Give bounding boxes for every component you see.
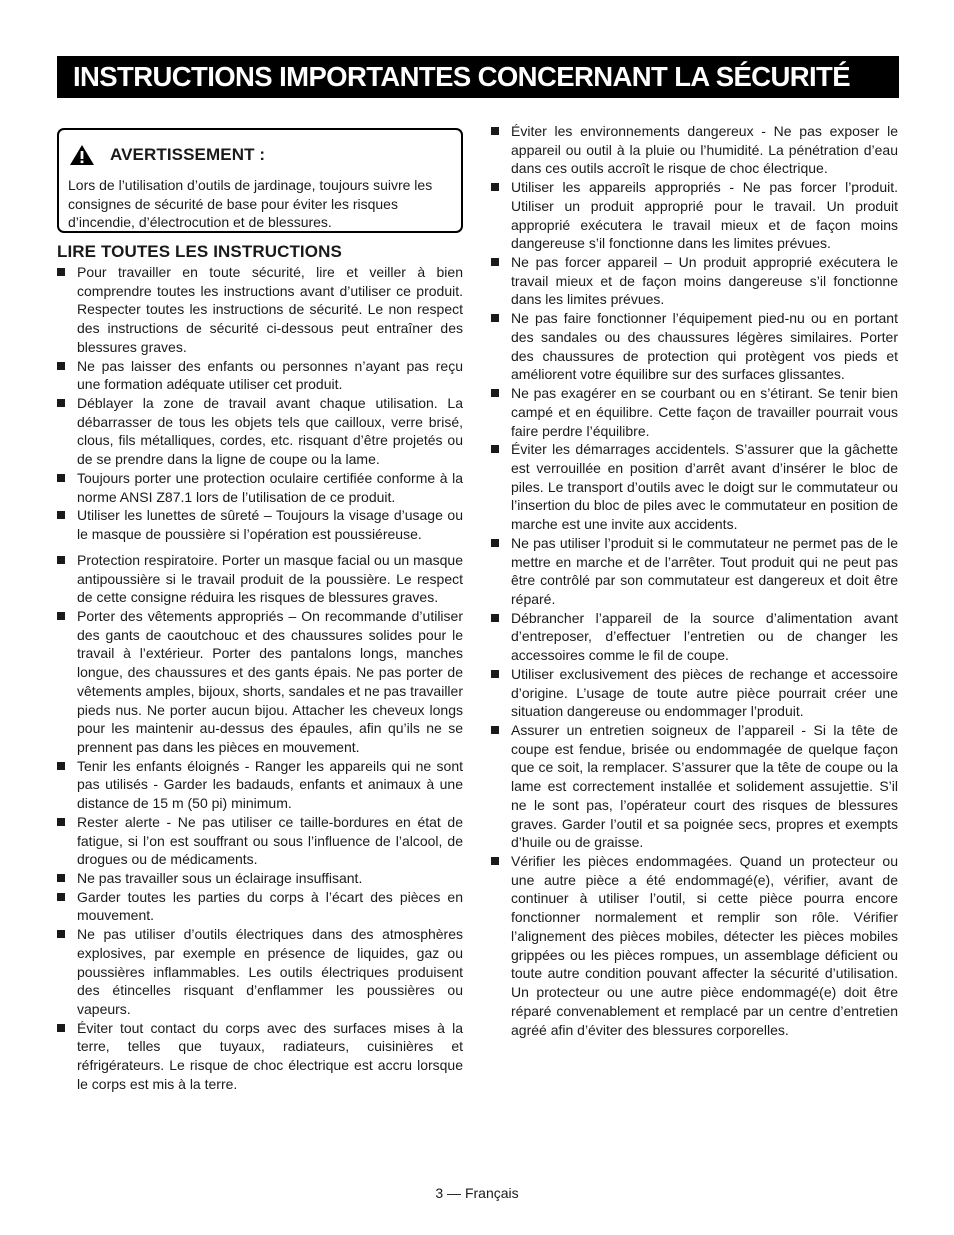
page-title: INSTRUCTIONS IMPORTANTES CONCERNANT LA SÉCURITÉ xyxy=(73,61,850,92)
list-item: Garder toutes les parties du corps à l’écart des pièces en mouvement. xyxy=(57,888,463,925)
bullet-square-icon xyxy=(491,314,499,322)
list-item: Éviter les démarrages accidentels. S’assurer que la gâchette est verrouillée en position d’arrêt avant d’insérer le bloc de piles. Le transport d’outils avec le doigt sur le commutateur ou l’insertion du bloc de piles avec le commutateur en position de marche est une invite aux accidents. xyxy=(491,440,898,534)
list-item: Utiliser exclusivement des pièces de rechange et accessoire d’origine. L’usage de toute autre pièce pourrait créer une situation dangereuse ou endommager l’produit. xyxy=(491,665,898,721)
list-item: Éviter les environnements dangereux - Ne pas exposer le appareil ou outil à la pluie ou l’humidité. La pénétration d’eau dans ces outils accroît le risque de choc électrique. xyxy=(491,122,898,178)
bullet-square-icon xyxy=(57,612,65,620)
bullet-square-icon xyxy=(57,511,65,519)
bullet-square-icon xyxy=(491,726,499,734)
right-bullet-list xyxy=(491,122,898,1039)
list-item: Rester alerte - Ne pas utiliser ce taille-bordures en état de fatigue, si l’on est souffrant ou sous l’influence de l’alcool, de drogues ou de médicaments. xyxy=(57,813,463,869)
list-item: Tenir les enfants éloignés - Ranger les appareils qui ne sont pas utilisés - Garder les badauds, enfants et animaux à une distance de 15 m (50 pi) minimum. xyxy=(57,757,463,813)
bullet-square-icon xyxy=(491,670,499,678)
list-item: Protection respiratoire. Porter un masque facial ou un masque antipoussière si le travail produit de la poussière. Le respect de cette consigne réduira les risques de blessures graves. xyxy=(57,551,463,607)
list-item: Utiliser les lunettes de sûreté – Toujours la visage d’usage ou le masque de poussière si l’opération est poussiéreuse. xyxy=(57,506,463,543)
list-item: Ne pas travailler sous un éclairage insuffisant. xyxy=(57,869,463,888)
list-item: Toujours porter une protection oculaire certifiée conforme à la norme ANSI Z87.1 lors de l’utilisation de ce produit. xyxy=(57,469,463,506)
list-item: Vérifier les pièces endommagées. Quand un protecteur ou une autre pièce a été endommagé(e), vérifier, avant de continuer à utiliser l’outil, si cette pièce pourra encore fonctionner normalement et remplir son rôle. Vérifier l’alignement des pièces mobiles, détecter les pièces mobiles grippées ou les pièces rompues, un assemblage déficient ou toute autre condition pouvant affecter la sécurité d’utilisation. Un protecteur ou une autre pièce endommagé(e) doit être réparé convenablement et remplacé par un centre d’entretien agréé afin d’éviter des blessures corporelles. xyxy=(491,852,898,1039)
bullet-square-icon xyxy=(57,362,65,370)
bullet-square-icon xyxy=(57,268,65,276)
list-item: Ne pas utiliser l’produit si le commutateur ne permet pas de le mettre en marche et de l’arrêter. Tout produit qui ne peut pas être contrôlé par son commutateur est dangereux et doit être réparé. xyxy=(491,534,898,609)
list-item: Pour travailler en toute sécurité, lire et veiller à bien comprendre toutes les instructions avant d’utiliser ce produit. Respecter toutes les instructions de sécurité. Le non respect des instructions de sécurité ci-dessous peut entraîner des blessures graves. xyxy=(57,263,463,357)
right-column xyxy=(491,122,898,1039)
list-item: Ne pas exagérer en se courbant ou en s’étirant. Se tenir bien campé et en équilibre. Cette façon de travailler pourrait vous faire perdre l’équilibre. xyxy=(491,384,898,440)
bullet-square-icon xyxy=(57,474,65,482)
list-item: Ne pas laisser des enfants ou personnes n’ayant pas reçu une formation adéquate utiliser cet produit. xyxy=(57,357,463,394)
bullet-square-icon xyxy=(57,762,65,770)
bullet-square-icon xyxy=(491,127,499,135)
warning-text: Lors de l’utilisation d’outils de jardinage, toujours suivre les consignes de sécurité de base pour éviter les risques d’incendie, d’électrocution et de blessures. xyxy=(68,177,433,230)
bullet-square-icon xyxy=(57,874,65,882)
list-item: Ne pas faire fonctionner l’équipement pied-nu ou en portant des sandales ou des chaussures légères similaires. Porter des chaussures de protection qui protègent vos pieds et améliorent votre équilibre sur des surfaces glissantes. xyxy=(491,309,898,384)
bullet-square-icon xyxy=(491,389,499,397)
list-item: Utiliser les appareils appropriés - Ne pas forcer l’produit. Utiliser un produit approprié pour le travail. Un produit approprié exécutera le travail mieux et de façon moins dangereuse s’il fonctionne dans les limites prévues. xyxy=(491,178,898,253)
bullet-square-icon xyxy=(491,614,499,622)
left-column xyxy=(57,242,463,1094)
list-item: Ne pas forcer appareil – Un produit approprié exécutera le travail mieux et de façon moins dangereuse s’il fonctionne dans les limites prévues. xyxy=(491,253,898,309)
bullet-square-icon xyxy=(491,258,499,266)
bullet-square-icon xyxy=(57,893,65,901)
page-footer xyxy=(0,1184,954,1202)
left-bullet-list xyxy=(57,263,463,1094)
bullet-square-icon xyxy=(57,1024,65,1032)
bullet-square-icon xyxy=(491,539,499,547)
list-item: Débrancher l’appareil de la source d’alimentation avant d’entreposer, d’effectuer l’entretien ou de changer les accessoires comme le fil de coupe. xyxy=(491,609,898,665)
list-item: Porter des vêtements appropriés – On recommande d’utiliser des gants de caoutchouc et des chaussures solides pour le travail à l’extérieur. Porter des pantalons longs, manches longue, des chaussures et des gants épais. Ne pas porter de vêtements amples, bijoux, shorts, sandales et ne pas travailler pieds nus. Ne porter aucun bijou. Attacher les cheveux longs pour les maintenir au-dessus des épaules, afin qu’ils ne se prennent pas dans les pièces en mouvement. xyxy=(57,607,463,757)
bullet-square-icon xyxy=(57,556,65,564)
bullet-square-icon xyxy=(491,445,499,453)
list-item: Déblayer la zone de travail avant chaque utilisation. La débarrasser de tous les objets tels que cailloux, verre brisé, clous, fils métalliques, cordes, etc. risquant d’être projetés ou de se prendre dans la ligne de coupe ou la lame. xyxy=(57,394,463,469)
list-item: Ne pas utiliser d’outils électriques dans des atmosphères explosives, par exemple en présence de liquides, gaz ou poussières inflammables. Les outils électriques produisent des étincelles risquant d’enflammer les poussières ou vapeurs. xyxy=(57,925,463,1019)
warning-box xyxy=(57,128,463,233)
page-title-banner xyxy=(57,56,899,98)
page-number: 3 — Français xyxy=(435,1185,519,1201)
warning-title: AVERTISSEMENT : xyxy=(110,145,266,164)
list-item: Assurer un entretien soigneux de l’appareil - Si la tête de coupe est fendue, brisée ou endommagée de quelque façon que ce soit, la remplacer. S’assurer que la tête de coupe ou la lame est correctement installée et solidement assujettie. S’il ne le sont pas, l’opérateur court des risques de blessures graves. Garder l’outil et sa poignée secs, propres et exempts d’huile ou de graisse. xyxy=(491,721,898,852)
bullet-square-icon xyxy=(57,399,65,407)
list-item: Éviter tout contact du corps avec des surfaces mises à la terre, telles que tuyaux, radiateurs, cuisinières et réfrigérateurs. Le risque de choc électrique est accru lorsque le corps est mis à la terre. xyxy=(57,1019,463,1094)
warning-triangle-icon xyxy=(69,144,95,166)
section-title: LIRE TOUTES LES INSTRUCTIONS xyxy=(57,242,342,261)
bullet-square-icon xyxy=(491,857,499,865)
bullet-square-icon xyxy=(57,818,65,826)
bullet-square-icon xyxy=(57,930,65,938)
warning-header xyxy=(69,144,265,166)
bullet-square-icon xyxy=(491,183,499,191)
